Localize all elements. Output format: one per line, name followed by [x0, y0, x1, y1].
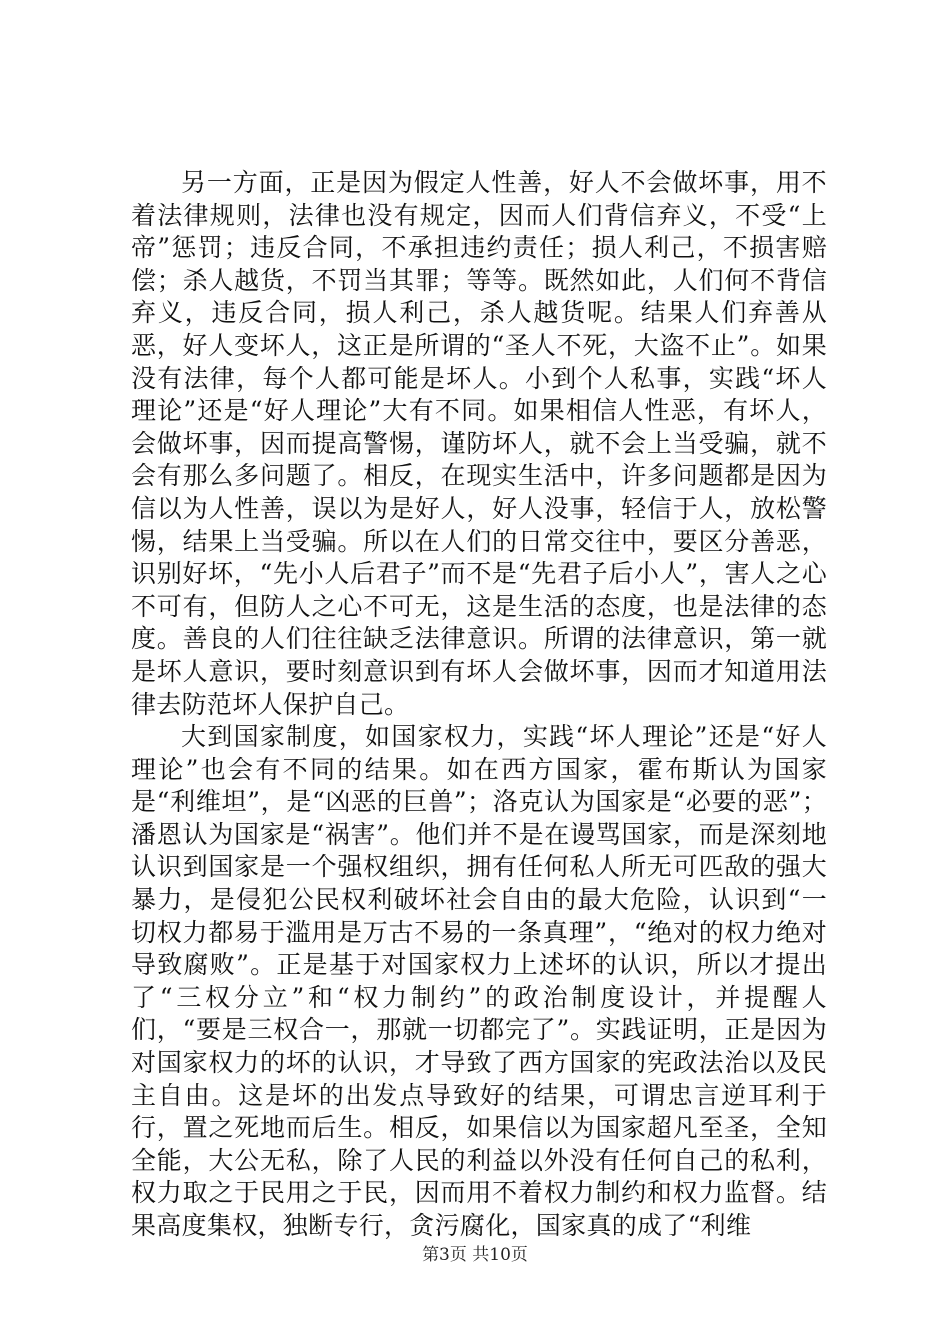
page-number-footer: 第3页 共10页 — [422, 1245, 528, 1265]
paragraph-2: 大到国家制度，如国家权力，实践“坏人理论”还是“好人理论”也会有不同的结果。如在西方国家，霍布斯认为国家是“利维坦”，是“凶恶的巨兽”；洛克认为国家是“必要的恶”；潘恩认为国家是“祸害”。他们并不是在谩骂国家，而是深刻地认识到国家是一个强权组织，拥有任何私人所无可匹敌的强大暴力，是侵犯公民权利破坏社会自由的最大危险，认识到“一切权力都易于滥用是万古不易的一条真理”，“绝对的权力绝对导致腐败”。正是基于对国家权力上述坏的认识，所以才提出了“三权分立”和“权力制约”的政治制度设计，并提醒人们，“要是三权合一，那就一切都完了”。实践证明，正是因为对国家权力的坏的认识，才导致了西方国家的宪政法治以及民主自由。这是坏的出发点导致好的结果，可谓忠言逆耳利于行，置之死地而后生。相反，如果信以为国家超凡至圣，全知全能，大公无私，除了人民的利益以外没有任何自己的私利，权力取之于民用之于民，因而用不着权力制约和权力监督。结果高度集权，独断专行，贪污腐化，国家真的成了“利维 — [131, 722, 827, 1240]
document-body — [131, 167, 827, 1243]
paragraph-1: 另一方面，正是因为假定人性善，好人不会做坏事，用不着法律规则，法律也没有规定，因而人们背信弃义，不受“上帝”惩罚；违反合同，不承担违约责任；损人利己，不损害赔偿；杀人越货，不罚当其罪；等等。既然如此，人们何不背信弃义，违反合同，损人利己，杀人越货呢。结果人们弃善从恶，好人变坏人，这正是所谓的“圣人不死，大盗不止”。如果没有法律，每个人都可能是坏人。小到个人私事，实践“坏人理论”还是“好人理论”大有不同。如果相信人性恶，有坏人，会做坏事，因而提高警惕，谨防坏人，就不会上当受骗，就不会有那么多问题了。相反，在现实生活中，许多问题都是因为信以为人性善，误以为是好人，好人没事，轻信于人，放松警惕，结果上当受骗。所以在人们的日常交往中，要区分善恶，识别好坏，“先小人后君子”而不是“先君子后小人”，害人之心不可有，但防人之心不可无，这是生活的态度，也是法律的态度。善良的人们往往缺乏法律意识。所谓的法律意识，第一就是坏人意识，要时刻意识到有坏人会做坏事，因而才知道用法律去防范坏人保护自己。 — [131, 168, 827, 719]
